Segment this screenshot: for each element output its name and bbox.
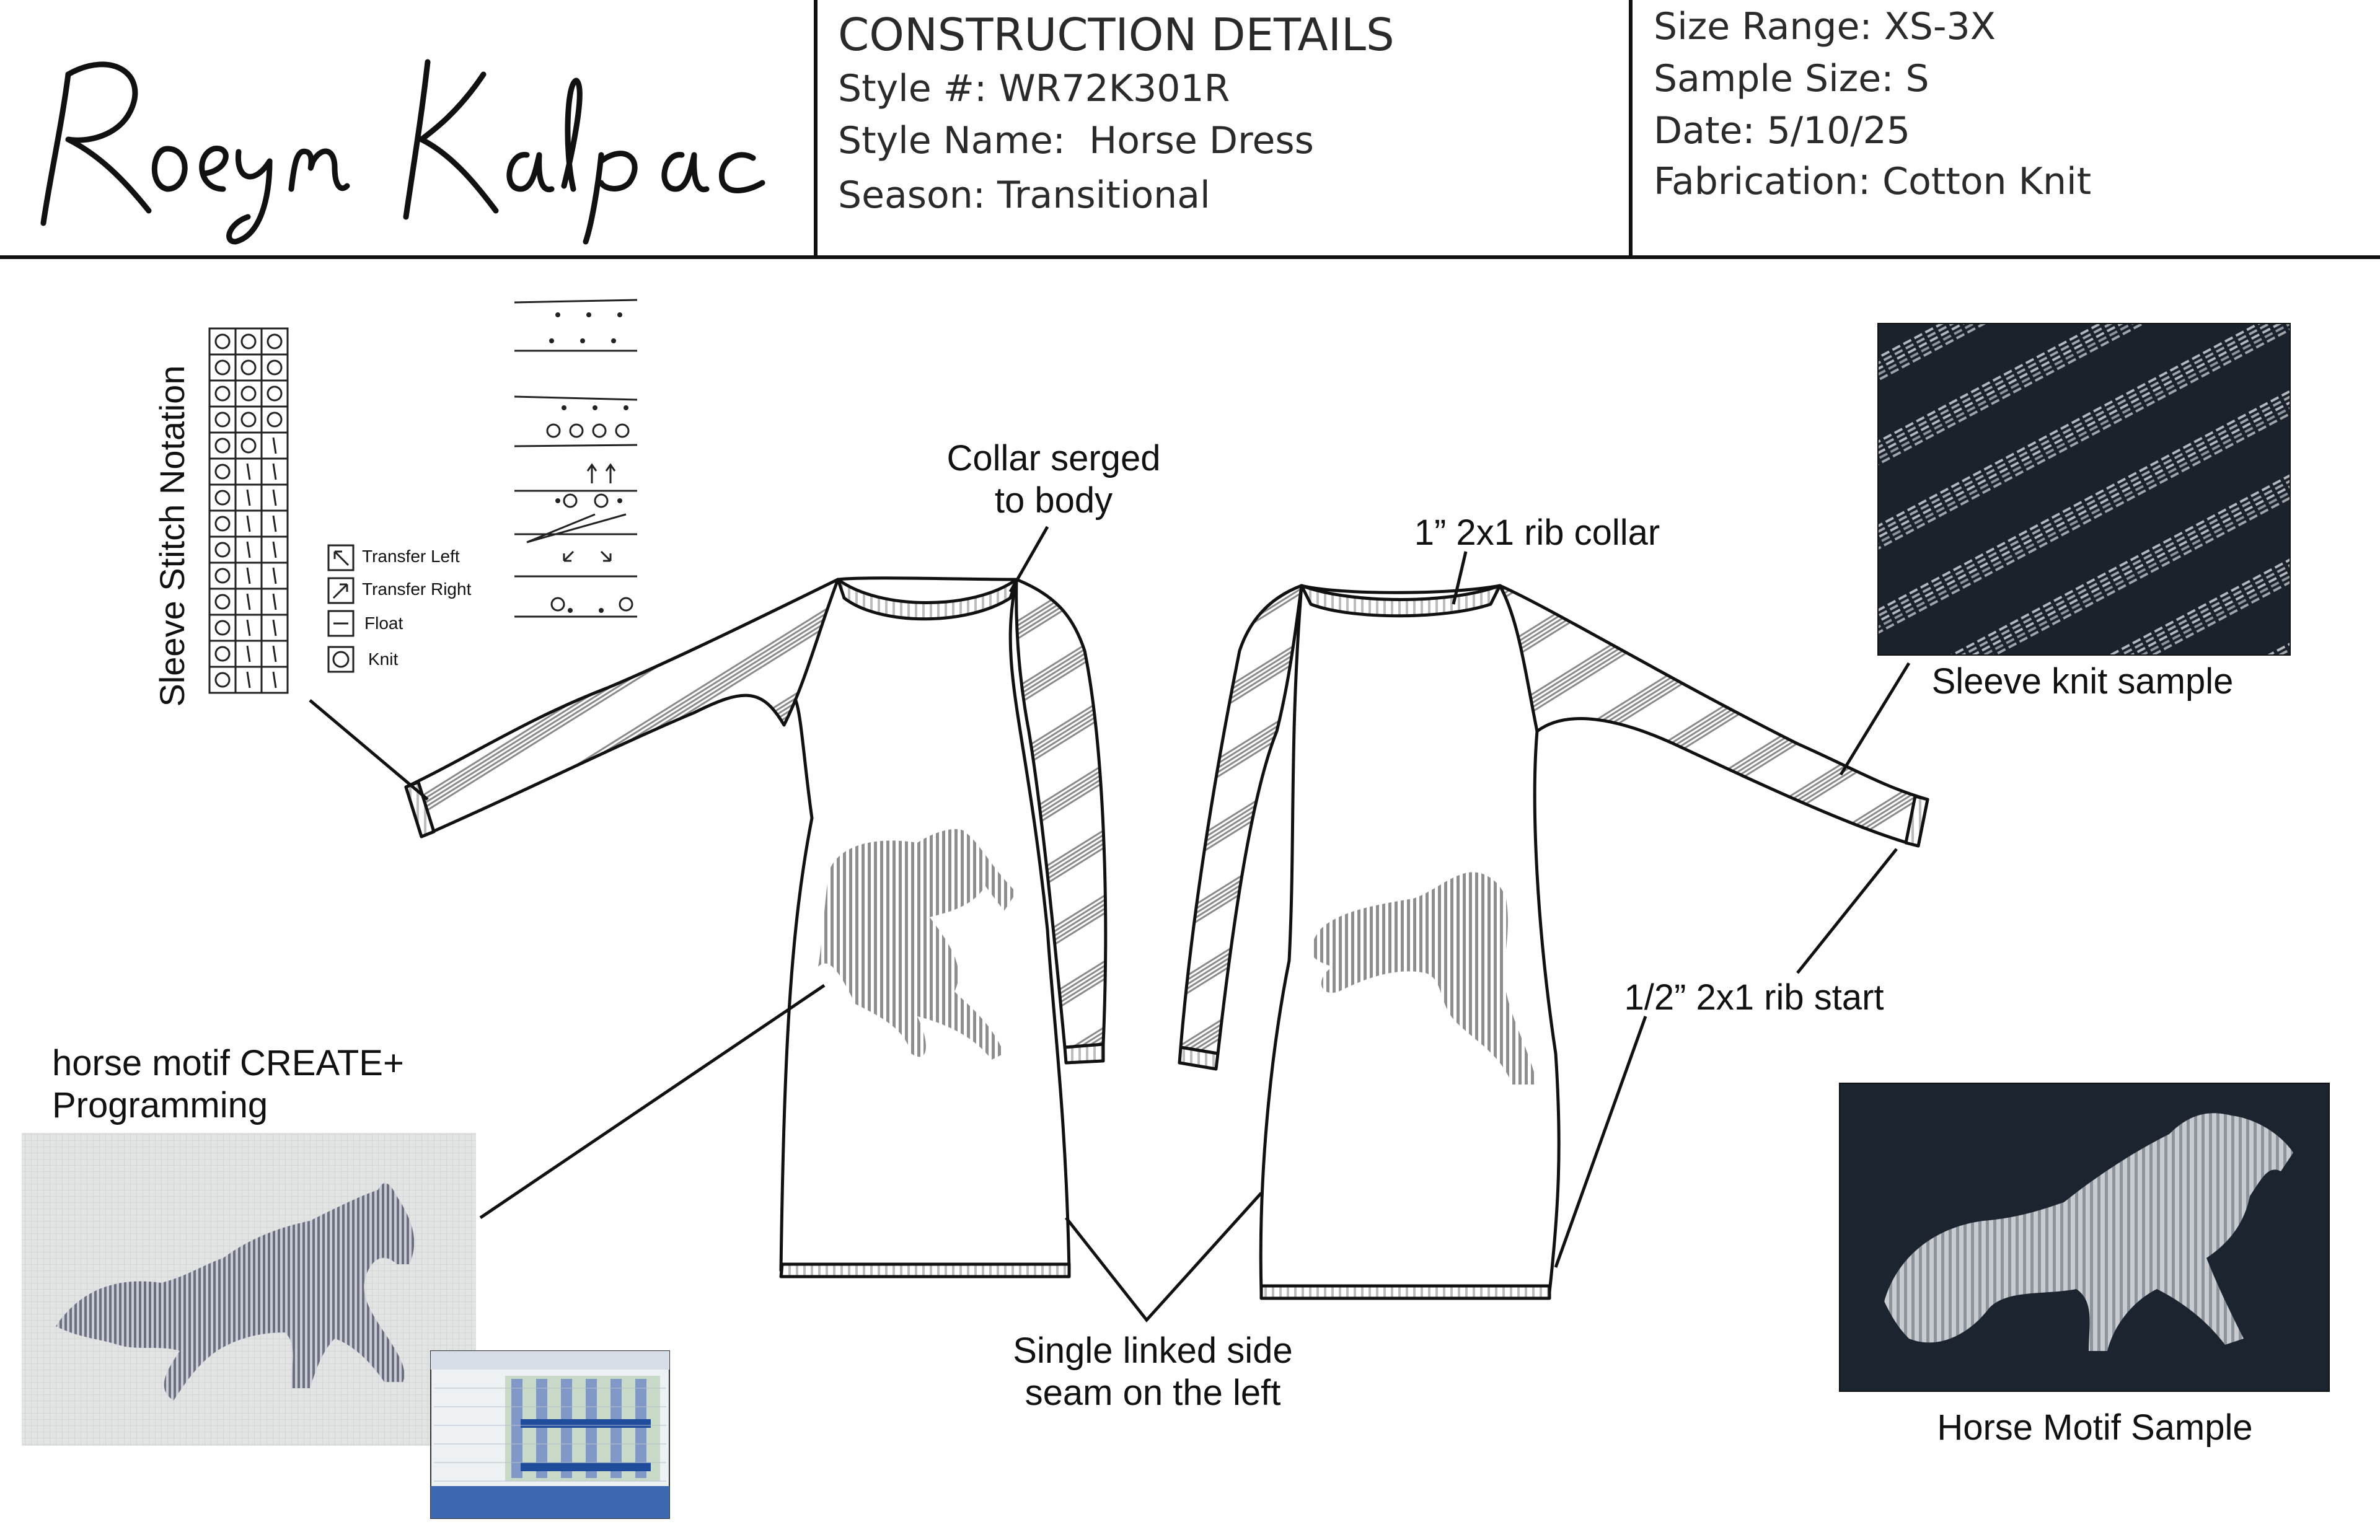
knit-symbol [216,491,229,504]
knit-symbol [242,361,255,374]
knit-symbol [216,465,229,478]
float-symbol [247,490,250,506]
stitch-cell [262,328,288,354]
knit-symbol [216,439,229,452]
float-symbol [247,568,250,584]
float-symbol [273,542,276,558]
stitch-cell [209,667,236,693]
stitch-cell [209,381,236,407]
legend-transfer-left: Transfer Left [362,547,460,566]
horse-motif-sample-label: Horse Motif Sample [1937,1407,2253,1448]
float-symbol [273,594,276,610]
stitch-cell [236,381,262,407]
stitch-cell [262,381,288,407]
float-symbol [273,672,276,688]
stitch-cell [209,354,236,381]
knit-symbol [216,569,229,583]
sleeve-knit-sample-swatch [1878,323,2290,655]
rib-start-label: 1/2” 2x1 rib start [1624,977,1884,1018]
rib-collar-label: 1” 2x1 rib collar [1414,513,1660,553]
stitch-cell [209,485,236,511]
float-symbol [273,568,276,584]
stitch-cell [209,328,236,354]
stitch-cell [209,407,236,433]
side-seam-label: Single linked side seam on the left [1013,1331,1293,1413]
page-title: CONSTRUCTION DETAILS [838,9,1395,61]
date: Date: 5/10/25 [1654,109,1910,152]
knit-symbol [268,413,281,426]
stitch-cell [209,589,236,615]
knit-symbol [216,361,229,374]
stitch-diagram [514,300,637,617]
season: Season: Transitional [838,174,1210,217]
stitch-cell [262,407,288,433]
horse-motif-programming-label: horse motif CREATE+ Programming [52,1043,404,1125]
leader-lines [310,527,1909,1320]
legend-float: Float [364,614,403,633]
legend-transfer-right: Transfer Right [362,579,472,599]
stitch-cell [209,433,236,459]
style-name: Style Name: Horse Dress [838,119,1314,162]
knit-symbol [216,413,229,426]
stitch-chart-grid [209,328,288,693]
stitch-cell [262,354,288,381]
knit-symbol [242,413,255,426]
knit-symbol [216,595,229,609]
float-symbol [273,516,276,532]
legend-icons [328,545,353,672]
knit-symbol [216,621,229,635]
float-symbol [273,646,276,662]
float-symbol [247,542,250,558]
float-symbol [273,490,276,506]
stitch-cell [209,511,236,537]
stitch-cell [209,615,236,641]
float-symbol [247,594,250,610]
knit-symbol [216,387,229,400]
size-range: Size Range: XS-3X [1654,5,1996,48]
stitch-cell [236,407,262,433]
float-symbol [247,464,250,480]
stitch-cell [236,328,262,354]
create-plus-software-thumbnail [431,1351,669,1518]
knit-symbol [216,335,229,348]
stitch-cell [209,563,236,589]
stitch-cell [236,433,262,459]
sample-size: Sample Size: S [1654,57,1929,100]
sleeve-knit-sample-label: Sleeve knit sample [1931,661,2234,702]
knit-symbol [216,543,229,557]
style-number: Style #: WR72K301R [838,67,1230,110]
knit-symbol [216,673,229,687]
legend-knit: Knit [368,649,399,669]
fabrication: Fabrication: Cotton Knit [1654,160,2092,203]
knit-symbol [268,387,281,400]
float-symbol [247,516,250,532]
knit-symbol [216,647,229,661]
float-symbol [247,620,250,636]
float-symbol [273,438,276,454]
stitch-cell [236,354,262,381]
knit-symbol [242,387,255,400]
float-symbol [247,672,250,688]
knit-symbol [268,335,281,348]
knit-symbol [242,439,255,452]
stitch-cell [209,641,236,667]
sleeve-stitch-notation-title: Sleeve Stitch Notation [152,365,192,707]
float-symbol [273,464,276,480]
front-dress [406,578,1106,1277]
knit-symbol [242,335,255,348]
float-symbol [247,646,250,662]
collar-serged-label: Collar serged to body [946,438,1161,521]
knit-symbol [216,517,229,530]
knit-symbol [268,361,281,374]
back-dress [1179,586,1928,1298]
stitch-cell [209,459,236,485]
float-symbol [273,620,276,636]
stitch-cell [209,537,236,563]
